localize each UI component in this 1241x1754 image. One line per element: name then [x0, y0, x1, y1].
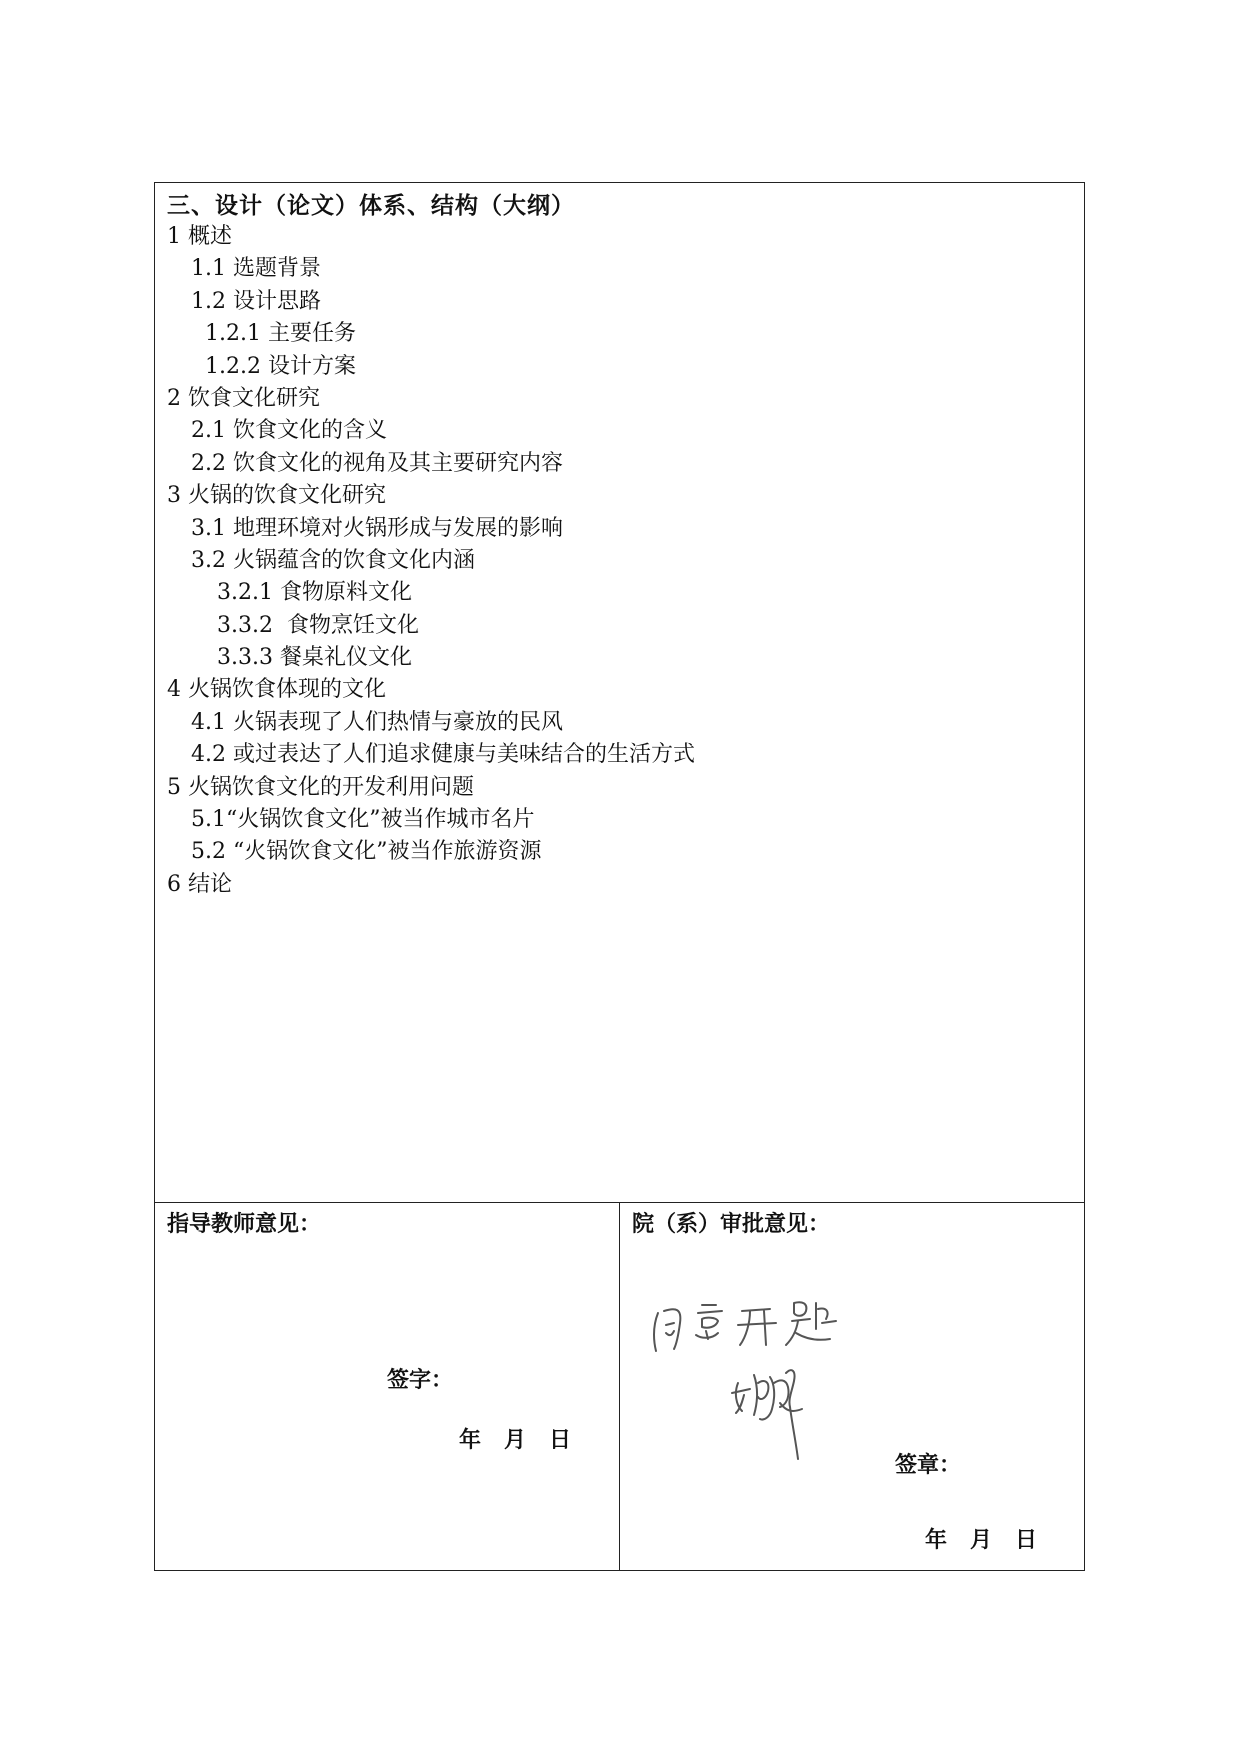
advisor-sign-label: 签字：	[387, 1367, 454, 1393]
advisor-date-line: 年 月 日	[459, 1427, 571, 1453]
outline-item: 3.2.1 食物原料文化	[217, 580, 412, 606]
outline-item: 3.3.2 食物烹饪文化	[217, 612, 419, 638]
outline-item: 2 饮食文化研究	[167, 385, 320, 411]
outline-item: 2.2 饮食文化的视角及其主要研究内容	[191, 450, 563, 476]
department-sign-label: 签章：	[895, 1452, 962, 1478]
outline-cell	[155, 183, 1084, 1203]
section-title: 三、设计（论文）体系、结构（大纲）	[167, 192, 575, 219]
outline-item: 1 概述	[167, 224, 232, 249]
outline-item: 5 火锅饮食文化的开发利用问题	[167, 774, 474, 800]
outline-item: 5.1“火锅饮食文化”被当作城市名片	[191, 807, 535, 833]
outline-item: 4 火锅饮食体现的文化	[167, 677, 386, 703]
proposal-form-table	[154, 182, 1085, 1571]
opinion-row	[155, 1203, 1084, 1570]
advisor-opinion-cell	[155, 1203, 620, 1570]
handwritten-signature	[646, 1283, 876, 1473]
outline-item: 3.3.3 餐桌礼仪文化	[217, 645, 412, 671]
department-date-line: 年 月 日	[925, 1527, 1037, 1553]
outline-item: 3.2 火锅蕴含的饮食文化内涵	[191, 547, 475, 573]
advisor-heading: 指导教师意见：	[167, 1211, 322, 1237]
department-approval-cell	[620, 1203, 1084, 1570]
outline-item: 3 火锅的饮食文化研究	[167, 483, 386, 509]
outline-list	[167, 221, 695, 901]
outline-item: 4.2 或过表达了人们追求健康与美味结合的生活方式	[191, 742, 695, 768]
department-heading: 院（系）审批意见：	[632, 1211, 831, 1237]
outline-item: 4.1 火锅表现了人们热情与豪放的民风	[191, 709, 563, 735]
outline-item: 2.1 饮食文化的含义	[191, 418, 387, 444]
outline-item: 1.2 设计思路	[191, 288, 321, 314]
outline-item: 3.1 地理环境对火锅形成与发展的影响	[191, 515, 563, 541]
outline-item: 1.2.1 主要任务	[205, 321, 356, 347]
outline-item: 6 结论	[167, 871, 232, 897]
outline-item: 5.2 “火锅饮食文化”被当作旅游资源	[191, 839, 542, 865]
outline-item: 1.1 选题背景	[191, 256, 321, 282]
outline-item: 1.2.2 设计方案	[205, 353, 356, 379]
